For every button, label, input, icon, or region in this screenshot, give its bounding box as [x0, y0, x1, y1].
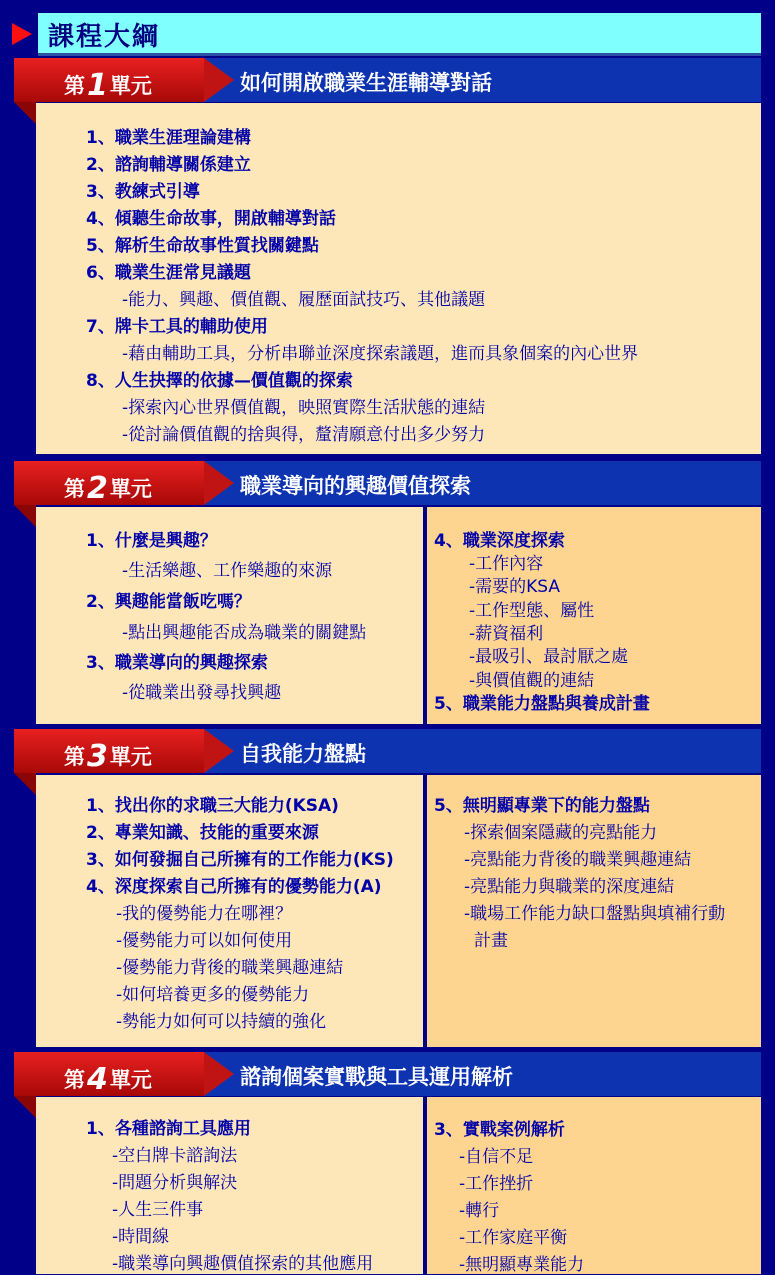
outline-subitem: -與價值觀的連結 — [469, 671, 595, 691]
fold-shadow — [14, 505, 36, 527]
unit-number: 1 — [87, 68, 108, 103]
outline-subitem: -能力、興趣、價值觀、履歷面試技巧、其他議題 — [122, 290, 486, 310]
outline-subitem: -亮點能力與職業的深度連結 — [464, 877, 675, 897]
unit-number: 3 — [87, 739, 108, 774]
unit-header-2 — [14, 461, 761, 505]
outline-subitem: -工作挫折 — [459, 1174, 534, 1194]
outline-subitem: -探索個案隱藏的亮點能力 — [464, 823, 658, 843]
unit-prefix: 第 — [64, 477, 85, 501]
outline-subitem: -優勢能力背後的職業興趣連結 — [116, 958, 344, 978]
unit-label — [64, 66, 152, 101]
outline-heading: 1、找出你的求職三大能力(KSA) — [86, 796, 339, 816]
outline-heading: 1、什麼是興趣？ — [86, 531, 217, 551]
outline-subitem: -時間線 — [112, 1227, 170, 1247]
unit-tag — [14, 1052, 204, 1096]
outline-subitem: -無明顯專業能力 — [459, 1255, 585, 1275]
outline-subitem: -勢能力如何可以持續的強化 — [116, 1012, 327, 1032]
outline-subitem: -從職業出發尋找興趣 — [122, 683, 282, 703]
unit-suffix: 單元 — [109, 74, 152, 98]
unit-title: 自我能力盤點 — [240, 742, 366, 766]
outline-heading: 4、傾聽生命故事，開啟輔導對話 — [86, 209, 336, 229]
unit-title: 諮詢個案實戰與工具運用解析 — [240, 1065, 513, 1089]
outline-subitem: -藉由輔助工具，分析串聯並深度探索議題，進而具象個案的內心世界 — [122, 344, 639, 364]
fold-shadow — [14, 1096, 36, 1118]
outline-heading: 3、如何發掘自己所擁有的工作能力(KS) — [86, 850, 394, 870]
outline-subitem: -生活樂趣、工作樂趣的來源 — [122, 561, 333, 581]
fold-shadow — [14, 102, 36, 124]
outline-subitem: -我的優勢能力在哪裡？ — [116, 904, 293, 924]
outline-heading: 7、牌卡工具的輔助使用 — [86, 317, 268, 337]
outline-subitem: -空白牌卡諮詢法 — [112, 1146, 238, 1166]
unit-suffix: 單元 — [109, 477, 152, 501]
outline-subitem: -薪資福利 — [469, 624, 544, 644]
outline-heading: 5、職業能力盤點與養成計畫 — [434, 694, 650, 714]
outline-subitem: -工作家庭平衡 — [459, 1228, 568, 1248]
outline-subitem: -從討論價值觀的捨與得，釐清願意付出多少努力 — [122, 425, 486, 445]
outline-heading: 2、興趣能當飯吃嗎？ — [86, 592, 251, 612]
outline-heading: 1、各種諮詢工具應用 — [86, 1119, 251, 1139]
outline-heading: 6、職業生涯常見議題 — [86, 263, 251, 283]
outline-heading: 2、專業知識、技能的重要來源 — [86, 823, 319, 843]
outline-subitem: -轉行 — [459, 1201, 500, 1221]
outline-heading: 3、職業導向的興趣探索 — [86, 653, 268, 673]
outline-heading: 5、無明顯專業下的能力盤點 — [434, 796, 650, 816]
outline-subitem: -職業導向興趣價值探索的其他應用 — [112, 1254, 374, 1274]
outline-subitem: -優勢能力可以如何使用 — [116, 931, 293, 951]
fold-shadow — [14, 773, 36, 795]
outline-subitem: -自信不足 — [459, 1147, 534, 1167]
title-arrow-icon — [12, 23, 32, 45]
outline-subitem: -工作內容 — [469, 554, 544, 574]
unit-number: 2 — [87, 471, 108, 506]
unit-tag — [14, 729, 204, 773]
unit-number: 4 — [87, 1062, 108, 1097]
outline-heading: 1、職業生涯理論建構 — [86, 128, 251, 148]
unit-header-3 — [14, 729, 761, 773]
unit-title: 職業導向的興趣價值探索 — [240, 474, 471, 498]
unit-prefix: 第 — [64, 74, 85, 98]
outline-subitem: 計畫 — [474, 931, 508, 951]
unit-label — [64, 469, 152, 504]
outline-subitem: -亮點能力背後的職業興趣連結 — [464, 850, 692, 870]
unit-tag — [14, 58, 204, 102]
outline-subitem: -探索內心世界價值觀，映照實際生活狀態的連結 — [122, 398, 486, 418]
unit-header-1 — [14, 58, 761, 102]
unit-tag — [14, 461, 204, 505]
outline-subitem: -點出興趣能否成為職業的關鍵點 — [122, 623, 367, 643]
outline-heading: 8、人生抉擇的依據—價值觀的探索 — [86, 371, 353, 391]
title-bar — [38, 13, 761, 56]
page-title: 課程大綱 — [48, 22, 161, 52]
unit-prefix: 第 — [64, 1068, 85, 1092]
unit-suffix: 單元 — [109, 1068, 152, 1092]
outline-heading: 4、深度探索自己所擁有的優勢能力(A) — [86, 877, 382, 897]
outline-subitem: -工作型態、屬性 — [469, 601, 595, 621]
unit-suffix: 單元 — [109, 745, 152, 769]
unit-label — [64, 1060, 152, 1095]
outline-heading: 4、職業深度探索 — [434, 531, 565, 551]
unit-title: 如何開啟職業生涯輔導對話 — [240, 71, 492, 95]
outline-heading: 2、諮詢輔導關係建立 — [86, 155, 251, 175]
outline-subitem: -問題分析與解決 — [112, 1173, 238, 1193]
outline-subitem: -如何培養更多的優勢能力 — [116, 985, 310, 1005]
unit-label — [64, 737, 152, 772]
unit-header-4 — [14, 1052, 761, 1096]
outline-heading: 3、教練式引導 — [86, 182, 200, 202]
outline-subitem: -最吸引、最討厭之處 — [469, 647, 629, 667]
outline-heading: 5、解析生命故事性質找關鍵點 — [86, 236, 319, 256]
outline-subitem: -職場工作能力缺口盤點與填補行動 — [464, 904, 726, 924]
unit-prefix: 第 — [64, 745, 85, 769]
outline-subitem: -需要的KSA — [469, 577, 561, 597]
outline-subitem: -人生三件事 — [112, 1200, 204, 1220]
outline-heading: 3、實戰案例解析 — [434, 1120, 565, 1140]
